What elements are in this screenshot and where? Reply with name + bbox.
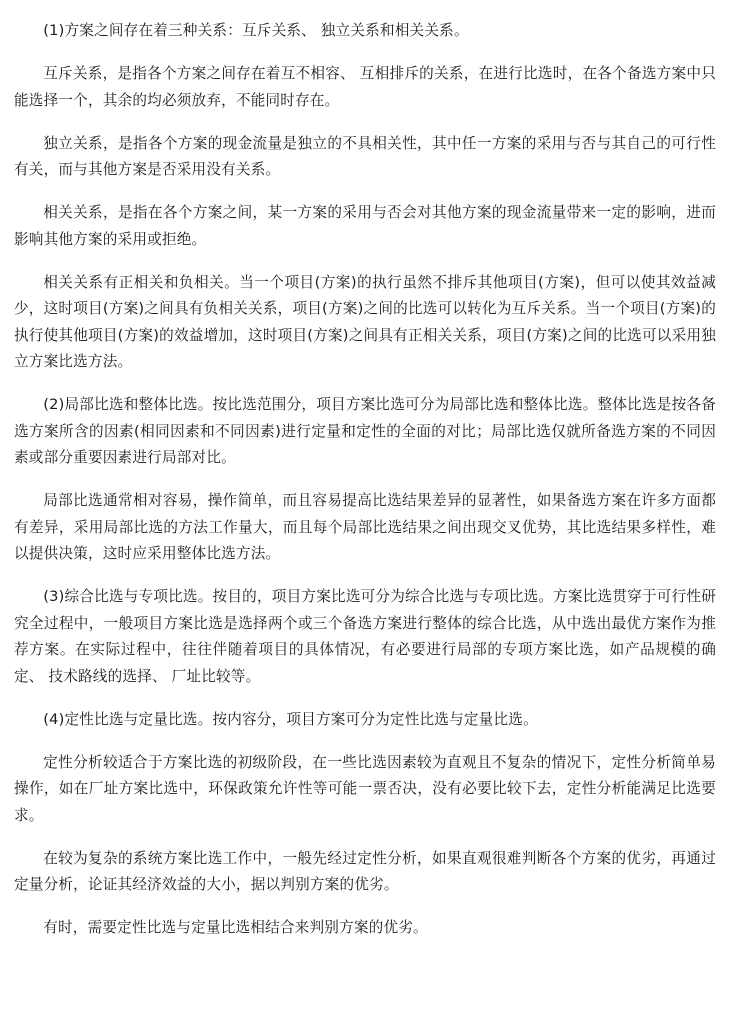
paragraph-comprehensive-vs-special: (3)综合比选与专项比选。按目的，项目方案比选可分为综合比选与专项比选。方案比选贯穿于可行性研究全过程中，一般项目方案比选是选择两个或三个备选方案进行整体的综合比选，从中选出最优方案作为推荐方案。在实际过程中，往往伴随着项目的具体情况，有必要进行局部的专项方案比选，如产品规模的确定、 技术路线的选择、 厂址比较等。 bbox=[14, 588, 716, 685]
paragraph-relations-intro: (1)方案之间存在着三种关系：互斥关系、 独立关系和相关关系。 bbox=[43, 22, 469, 39]
paragraph-correlated: 相关关系，是指在各个方案之间，某一方案的采用与否会对其他方案的现金流量带来一定的影响，进而影响其他方案的采用或拒绝。 bbox=[14, 204, 716, 248]
paragraph-mutually-exclusive: 互斥关系，是指各个方案之间存在着互不相容、 互相排斥的关系，在进行比选时，在各个备选方案中只能选择一个，其余的均必须放弃，不能同时存在。 bbox=[14, 65, 716, 109]
paragraph-partial-comparison: 局部比选通常相对容易，操作简单，而且容易提高比选结果差异的显著性，如果备选方案在许多方面都有差异，采用局部比选的方法工作量大，而且每个局部比选结果之间出现交叉优势，其比选结果多样性，难以提供决策，这时应采用整体比选方法。 bbox=[14, 492, 716, 562]
paragraph-complex-system: 在较为复杂的系统方案比选工作中，一般先经过定性分析，如果直观很难判断各个方案的优劣，再通过定量分析，论证其经济效益的大小，据以判别方案的优劣。 bbox=[14, 849, 716, 893]
paragraph-qualitative-vs-quantitative: (4)定性比选与定量比选。按内容分，项目方案可分为定性比选与定量比选。 bbox=[43, 710, 538, 728]
paragraph-qualitative-analysis: 定性分析较适合于方案比选的初级阶段，在一些比选因素较为直观且不复杂的情况下，定性分析简单易操作，如在厂址方案比选中，环保政策允许性等可能一票否决，没有必要比较下去，定性分析能满足比选要求。 bbox=[14, 753, 716, 824]
paragraph-combined: 有时，需要定性比选与定量比选相结合来判别方案的优劣。 bbox=[43, 919, 428, 936]
paragraph-positive-negative-correlation: 相关关系有正相关和负相关。当一个项目(方案)的执行虽然不排斥其他项目(方案)，但可以使其效益减少，这时项目(方案)之间具有负相关关系，项目(方案)之间的比选可以转化为互斥关系。当一个项目(方案)的执行使其他项目(方案)的效益增加，这时项目(方案)之间具有正相关关系，项目(方案)之间的比选可以采用独立方案比选方法。 bbox=[14, 273, 716, 370]
paragraph-independent: 独立关系，是指各个方案的现金流量是独立的不具相关性，其中任一方案的采用与否与其自己的可行性有关，而与其他方案是否采用没有关系。 bbox=[14, 134, 716, 178]
document-body bbox=[14, 18, 716, 958]
paragraph-partial-vs-overall: (2)局部比选和整体比选。按比选范围分，项目方案比选可分为局部比选和整体比选。整体比选是按各备选方案所含的因素(相同因素和不同因素)进行定量和定性的全面的对比；局部比选仅就所备选方案的不同因素或部分重要因素进行局部对比。 bbox=[14, 396, 716, 466]
